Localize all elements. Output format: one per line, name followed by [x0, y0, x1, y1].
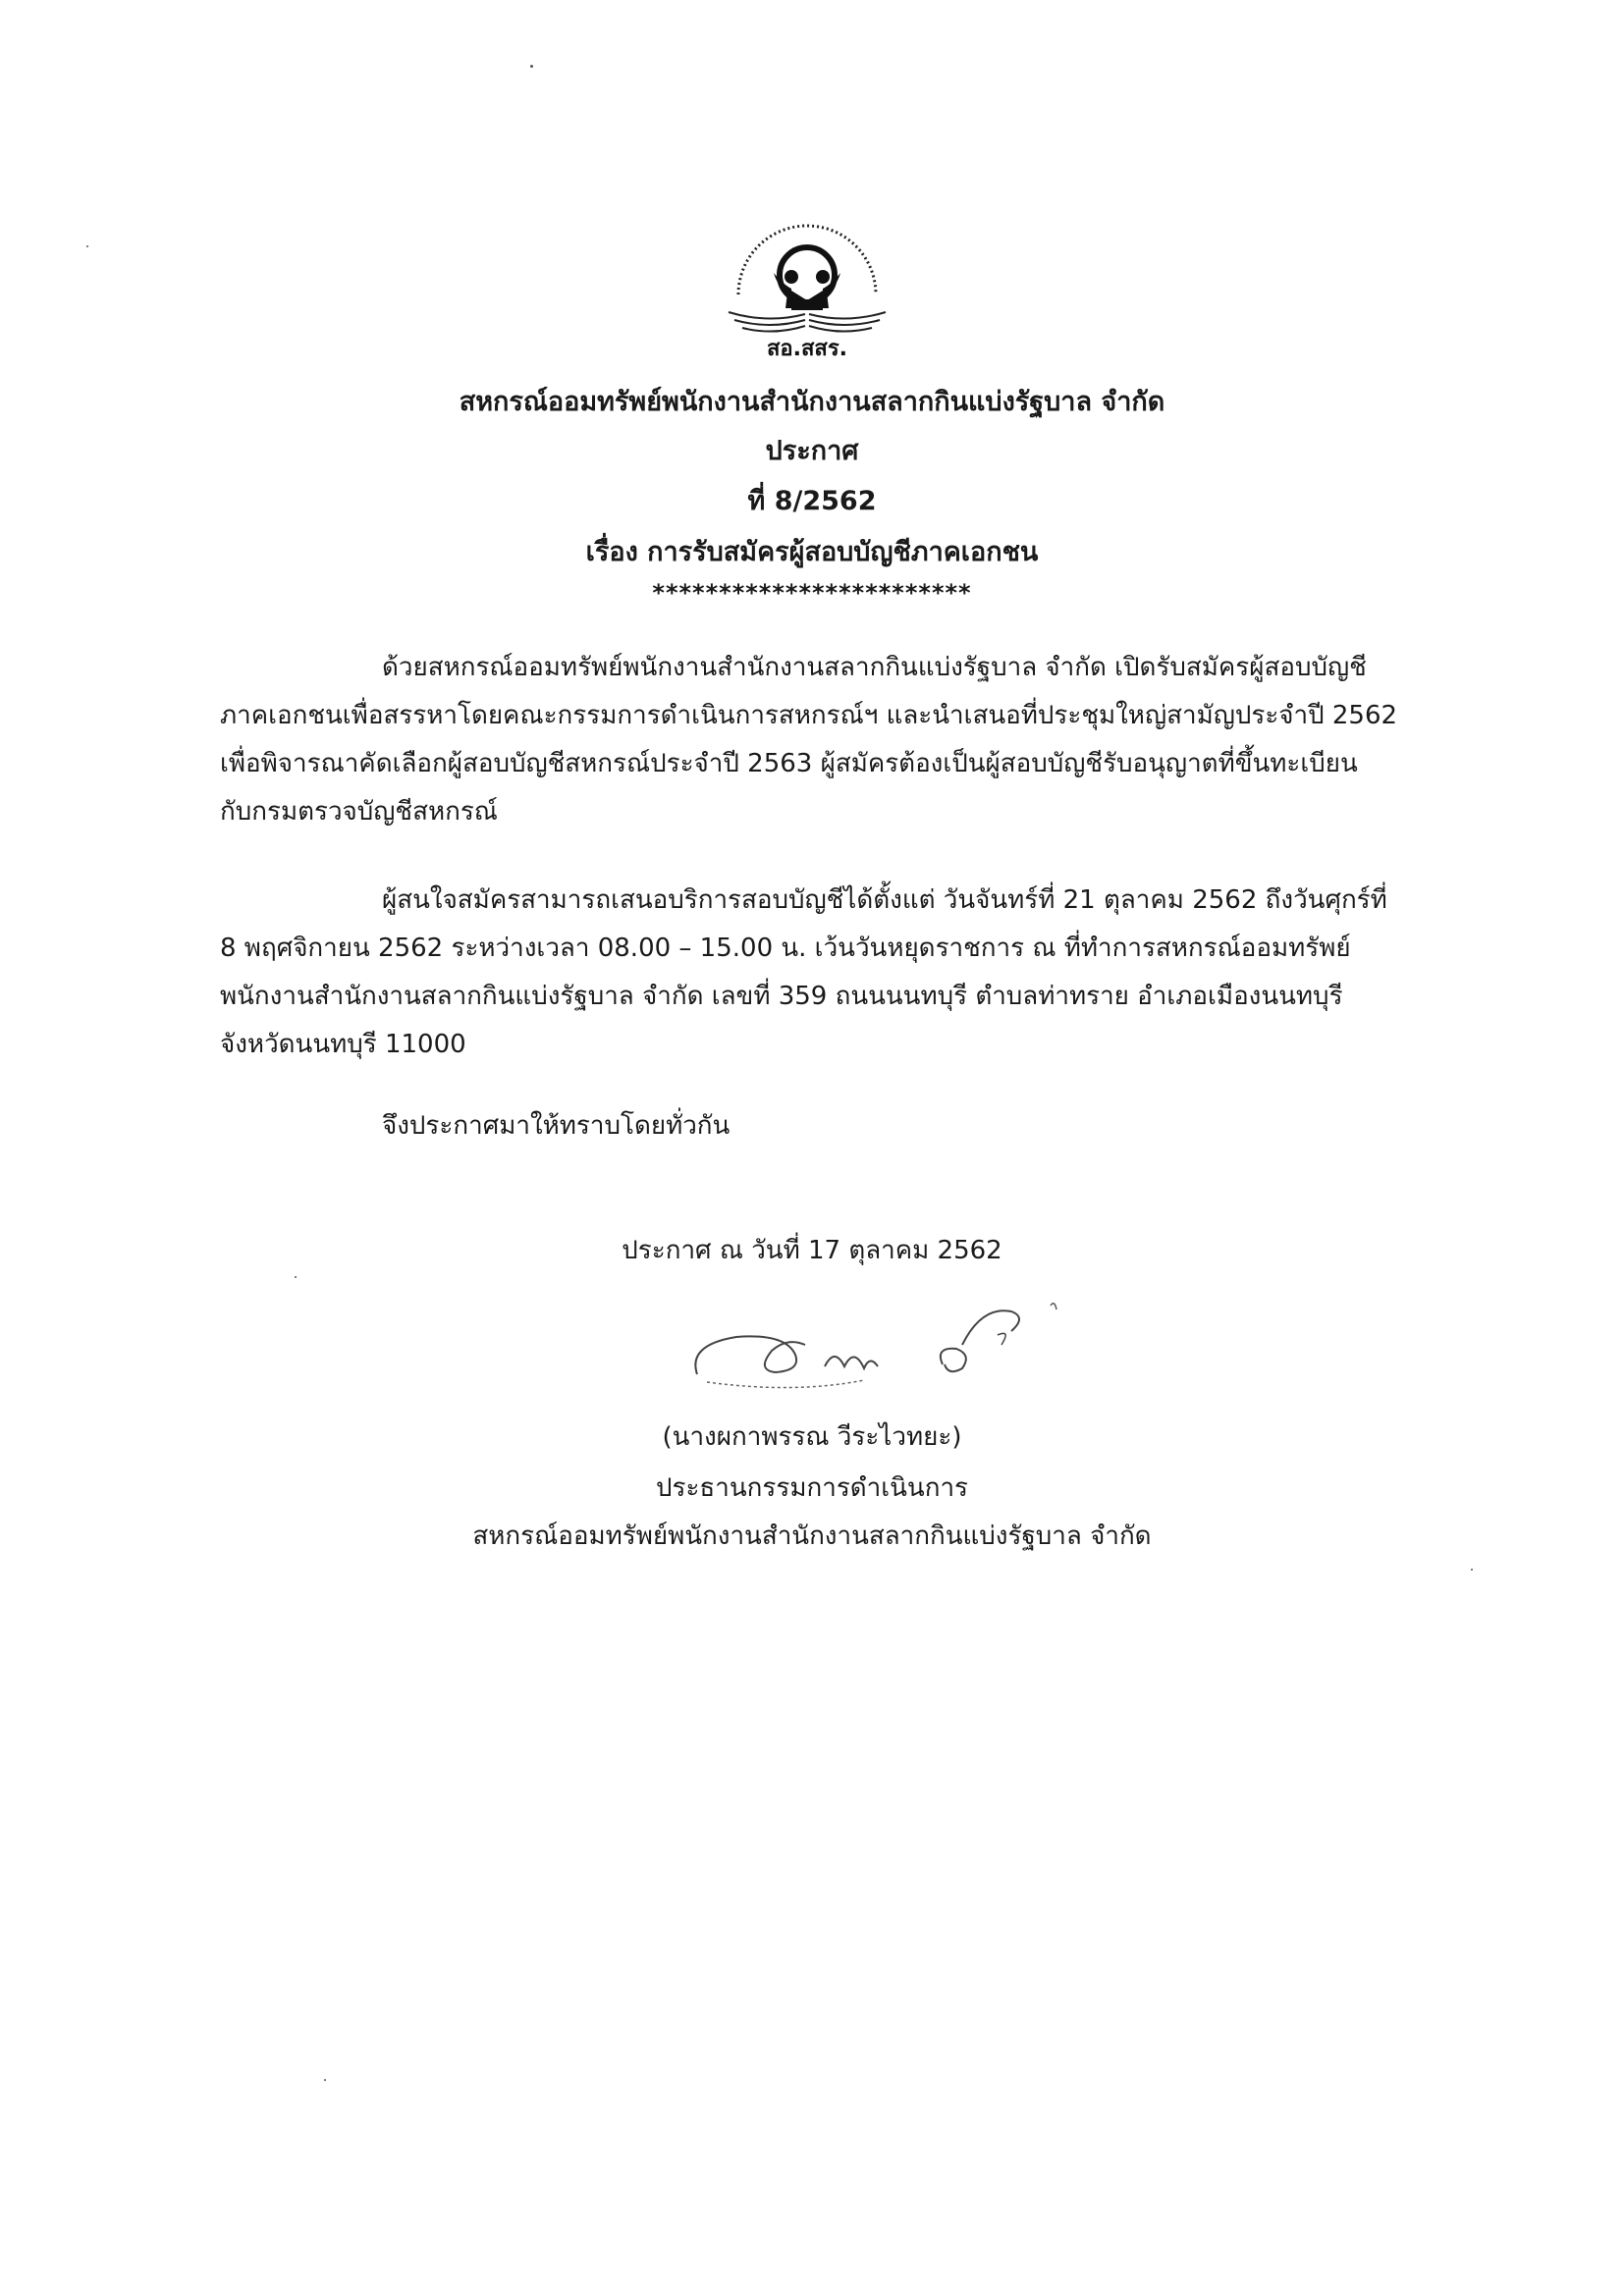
paragraph-2-line: 8 พฤศจิกายน 2562 ระหว่างเวลา 08.00 – 15.00 น. เว้นวันหยุดราชการ ณ ที่ทำการสหกรณ์ออมทรัพย์	[220, 934, 1351, 963]
paragraph-1-line: ด้วยสหกรณ์ออมทรัพย์พนักงานสำนักงานสลากกินแบ่งรัฐบาล จำกัด เปิดรับสมัครผู้สอบบัญชี	[382, 653, 1367, 682]
paragraph-2	[220, 877, 1451, 1069]
announced-date: ประกาศ ณ วันที่ 17 ตุลาคม 2562	[622, 1236, 1002, 1265]
announcement-number: ที่ 8/2562	[747, 486, 877, 516]
scan-speck	[324, 2079, 326, 2081]
paragraph-1-line: ภาคเอกชนเพื่อสรรหาโดยคณะกรรมการดำเนินการสหกรณ์ฯ และนำเสนอที่ประชุมใหญ่สามัญประจำปี 2562	[220, 701, 1398, 730]
signatory-organization: สหกรณ์ออมทรัพย์พนักงานสำนักงานสลากกินแบ่งรัฐบาล จำกัด	[472, 1522, 1152, 1551]
signatory-name: (นางผกาพรรณ วีระไวทยะ)	[662, 1422, 962, 1452]
scan-speck	[295, 1276, 297, 1278]
paragraph-1-line: เพื่อพิจารณาคัดเลือกผู้สอบบัญชีสหกรณ์ประจำปี 2563 ผู้สมัครต้องเป็นผู้สอบบัญชีรับอนุญาตที่ขึ้นทะเบียน	[220, 749, 1358, 778]
scan-speck	[1471, 1569, 1473, 1571]
paragraph-2-line: พนักงานสำนักงานสลากกินแบ่งรัฐบาล จำกัด เลขที่ 359 ถนนนนทบุรี ตำบลท่าทราย อำเภอเมืองนนทบุรี	[220, 982, 1343, 1011]
logo-abbreviation: สอ.สสร.	[766, 337, 848, 361]
scan-speck	[86, 245, 88, 247]
paragraph-2-line: จังหวัดนนทบุรี 11000	[220, 1030, 466, 1059]
cooperative-logo	[699, 214, 915, 361]
announcement-subject: เรื่อง การรับสมัครผู้สอบบัญชีภาคเอกชน	[585, 537, 1039, 567]
paragraph-1	[220, 644, 1451, 836]
separator-stars: ************************	[652, 579, 972, 607]
organization-title: สหกรณ์ออมทรัพย์พนักงานสำนักงานสลากกินแบ่งรัฐบาล จำกัด	[459, 387, 1165, 417]
document-type: ประกาศ	[765, 436, 859, 466]
paragraph-1-line: กับกรมตรวจบัญชีสหกรณ์	[220, 797, 498, 827]
scan-speck	[530, 65, 533, 68]
handwritten-signature	[677, 1286, 1149, 1414]
paragraph-2-line: ผู้สนใจสมัครสามารถเสนอบริการสอบบัญชีได้ตั้งแต่ วันจันทร์ที่ 21 ตุลาคม 2562 ถึงวันศุกร์ที่	[382, 885, 1387, 915]
signatory-title: ประธานกรรมการดำเนินการ	[655, 1473, 969, 1503]
cooperative-emblem-icon	[699, 214, 915, 361]
closing-statement: จึงประกาศมาให้ทราบโดยทั่วกัน	[382, 1111, 731, 1141]
